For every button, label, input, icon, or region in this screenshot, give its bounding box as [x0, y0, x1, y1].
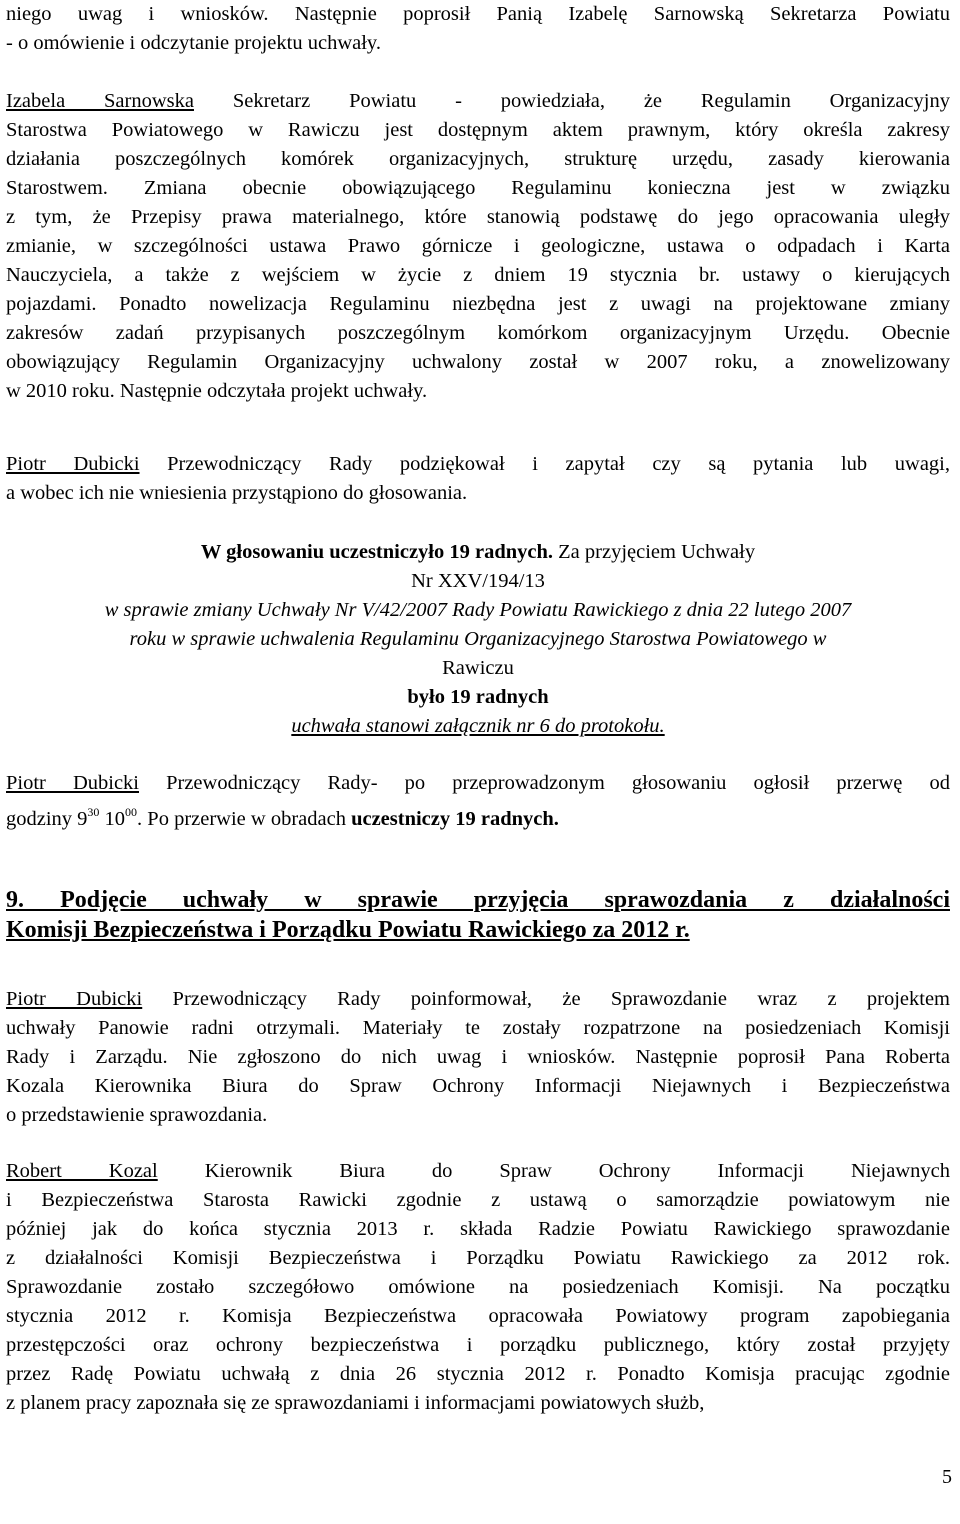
text-line: Za przyjęciem Uchwały	[553, 541, 756, 563]
text-line: przez Radę Powiatu uchwałą z dnia 26 stycznia 2012 r. Ponadto Komisja pracując zgodnie	[6, 1363, 950, 1385]
text-line: pojazdami. Ponadto nowelizacja Regulaminu niezbędna jest z uwagi na projektowane zmiany	[6, 293, 950, 315]
paragraph-dubicki-1	[6, 450, 950, 508]
text-line: z tym, że Przepisy prawa materialnego, które stanowią podstawę do jego opracowania uległy	[6, 206, 950, 228]
paragraph-dubicki-3	[6, 985, 950, 1130]
text-line: i Bezpieczeństwa Starosta Rawicki zgodnie z ustawą o samorządzie powiatowym nie	[6, 1189, 950, 1211]
text-line: w 2010 roku. Następnie odczytała projekt uchwały.	[6, 380, 428, 402]
text-fragment: . Po przerwie w obradach	[137, 808, 352, 830]
resolution-subject: roku w sprawie uchwalenia Regulaminu Organizacyjnego Starostwa Powiatowego w	[129, 628, 827, 650]
resolution-subject: Rawiczu	[442, 657, 514, 679]
text-fragment: uczestniczy 19 radnych.	[351, 808, 559, 830]
text-line: później jak do końca stycznia 2013 r. składa Radzie Powiatu Rawickiego sprawozdanie	[6, 1218, 950, 1240]
resolution-subject: w sprawie zmiany Uchwały Nr V/42/2007 Rady Powiatu Rawickiego z dnia 22 lutego 2007	[104, 599, 852, 621]
speaker-name: Piotr Dubicki	[6, 453, 140, 475]
text-line: - o omówienie i odczytanie projektu uchwały.	[6, 32, 381, 54]
text-line: Przewodniczący Rady podziękował i zapytał czy są pytania lub uwagi,	[139, 453, 950, 475]
vote-participation: W głosowaniu uczestniczyło 19 radnych.	[200, 541, 554, 563]
text-line: zakresów zadań przypisanych poszczególnym komórkom organizacyjnym Urzędu. Obecnie	[6, 322, 950, 344]
text-line: stycznia 2012 r. Komisja Bezpieczeństwa opracowała Powiatowy program zapobiegania	[6, 1305, 950, 1327]
vote-block	[6, 538, 950, 741]
paragraph-continuation	[6, 0, 950, 58]
text-line: Sekretarz Powiatu - powiedziała, że Regulamin Organizacyjny	[193, 90, 950, 112]
text-line: zmianie, w szczególności ustawa Prawo górnicze i geologiczne, ustawa o odpadach i Karta	[6, 235, 950, 257]
text-line: Starostwem. Zmiana obecnie obowiązującego Regulaminu konieczna jest w związku	[6, 177, 950, 199]
text-fragment: 10	[99, 808, 126, 830]
text-line: z planem pracy zapoznała się ze sprawozdaniami i informacjami powiatowych służb,	[6, 1392, 705, 1414]
text-line: a wobec ich nie wniesienia przystąpiono do głosowania.	[6, 482, 468, 504]
heading-line: Komisji Bezpieczeństwa i Porządku Powiatu Rawickiego za 2012 r.	[6, 917, 690, 943]
text-fragment: godziny 9	[6, 808, 88, 830]
speaker-name: Piotr Dubicki	[6, 988, 143, 1010]
heading-line: 9. Podjęcie uchwały w sprawie przyjęcia sprawozdania z działalności	[6, 887, 950, 913]
superscript: 00	[125, 805, 138, 819]
attachment-note: uchwała stanowi załącznik nr 6 do protokołu.	[291, 715, 665, 737]
text-line: o przedstawienie sprawozdania.	[6, 1104, 268, 1126]
vote-result: było 19 radnych	[407, 686, 549, 708]
superscript: 30	[87, 805, 100, 819]
paragraph-kozal	[6, 1157, 950, 1418]
text-line: działania poszczególnych komórek organizacyjnych, strukturę urzędu, zasady kierowania	[6, 148, 950, 170]
text-line: Kozala Kierownika Biura do Spraw Ochrony Informacji Niejawnych i Bezpieczeństwa	[6, 1075, 950, 1097]
text-line: uchwały Panowie radni otrzymali. Materiały te zostały rozpatrzone na posiedzeniach Komisji	[6, 1017, 950, 1039]
section-heading	[6, 885, 950, 945]
text-line: Nauczyciela, a także z wejściem w życie z dniem 19 stycznia br. ustawy o kierujących	[6, 264, 950, 286]
text-line: przestępczości oraz ochrony bezpieczeństwa i porządku publicznego, który został przyjęty	[6, 1334, 950, 1356]
text-line: Przewodniczący Rady- po przeprowadzonym głosowaniu ogłosił przerwę od	[139, 772, 950, 794]
text-line: Sprawozdanie zostało szczegółowo omówione na posiedzeniach Komisji. Na początku	[6, 1276, 950, 1298]
page-number: 5	[942, 1466, 952, 1488]
text-line: Kierownik Biura do Spraw Ochrony Informacji Niejawnych	[157, 1160, 950, 1182]
text-line: Przewodniczący Rady poinformował, że Sprawozdanie wraz z projektem	[142, 988, 950, 1010]
text-line: obowiązujący Regulamin Organizacyjny uchwalony został w 2007 roku, a znowelizowany	[6, 351, 950, 373]
resolution-number: Nr XXV/194/13	[411, 570, 545, 592]
text-line: Starostwa Powiatowego w Rawiczu jest dostępnym aktem prawnym, który określa zakresy	[6, 119, 950, 141]
text-line: Rady i Zarządu. Nie zgłoszono do nich uwag i wniosków. Następnie poprosił Pana Roberta	[6, 1046, 950, 1068]
text-line: niego uwag i wniosków. Następnie poprosił Panią Izabelę Sarnowską Sekretarza Powiatu	[6, 3, 950, 25]
paragraph-dubicki-2	[6, 769, 950, 834]
speaker-name: Piotr Dubicki	[6, 772, 139, 794]
speaker-name: Robert Kozal	[6, 1160, 158, 1182]
speaker-name: Izabela Sarnowska	[6, 90, 194, 112]
text-line: z działalności Komisji Bezpieczeństwa i Porządku Powiatu Rawickiego za 2012 rok.	[6, 1247, 950, 1269]
paragraph-sarnowska	[6, 87, 950, 406]
